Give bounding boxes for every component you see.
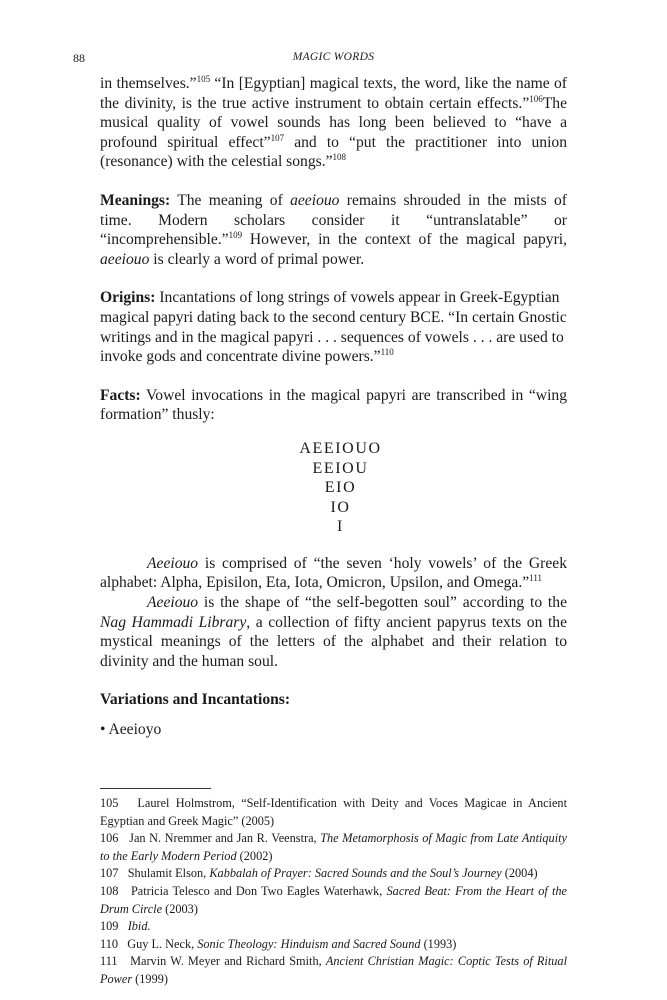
wing-line: AEEIOUO <box>299 439 382 457</box>
main-text <box>100 74 567 740</box>
footnote-111 <box>100 953 567 988</box>
meanings-paragraph <box>100 191 567 269</box>
origins-paragraph <box>100 288 567 366</box>
footnote-text: Shulamit Elson, <box>127 866 210 881</box>
footnote-text: Patricia Telesco and Don Two Eagles Waterhawk, <box>130 883 387 898</box>
book-title: Ibid. <box>127 919 151 934</box>
text: in themselves.” <box>100 75 197 92</box>
section-label: Meanings: <box>100 191 171 209</box>
text: is clearly a word of primal power. <box>149 250 365 268</box>
footnote-107 <box>100 865 567 883</box>
footnote-text: (2004) <box>501 866 538 881</box>
footnote-number: 106 <box>100 831 119 846</box>
wing-line: EEIOU <box>312 459 369 477</box>
text: Incantations of long strings of vowels appear in Greek-Egyptian magical papyri dating back to the second century BCE. “In certain Gnostic writings and in the magical papyri . . . sequences of vowels . . . are used to invoke gods and concentrate divine powers.” <box>100 289 567 366</box>
text: remains shrouded in the mists of time. Modern scholars consider it “untranslatable” or “incomprehensible.” <box>100 191 567 249</box>
footnote-ref: 110 <box>380 347 394 358</box>
footnote-106 <box>100 830 567 865</box>
running-head: MAGIC WORDS <box>292 51 375 63</box>
footnote-109 <box>100 918 567 936</box>
text: and to “put the practitioner into union (resonance) with the celestial songs.” <box>100 133 567 171</box>
footnote-text: (1999) <box>132 971 168 986</box>
footnotes <box>100 795 567 989</box>
footnote-ref: 111 <box>529 573 543 584</box>
wing-line: IO <box>330 498 351 516</box>
wing-formation <box>100 439 567 537</box>
book-title: Nag Hammadi Library <box>100 613 247 631</box>
book-title: The Metamorphosis of Magic from Late Antiquity to the Early Modern Period <box>100 831 568 863</box>
footnote-text: (2003) <box>162 901 198 916</box>
footnote-110 <box>100 936 567 954</box>
footnote-text: Jan N. Nremmer and Jan R. Veenstra, <box>129 831 321 846</box>
footnote-number: 111 <box>100 954 118 969</box>
facts-paragraph <box>100 386 567 425</box>
shape-paragraph <box>100 593 567 671</box>
variation-item: • Aeeioyo <box>100 721 162 739</box>
page-number: 88 <box>73 51 85 65</box>
footnote-number: 110 <box>100 936 118 951</box>
footnote-text: Marvin W. Meyer and Richard Smith, <box>130 954 326 969</box>
footnote-text: Laurel Holmstrom, “Self-Identification with Deity and Voces Magicae in Ancient Egyptian and Greek Magic” (2005) <box>100 796 567 828</box>
book-title: Sonic Theology: Hinduism and Sacred Sound <box>197 936 421 951</box>
footnote-text: (2002) <box>236 848 273 863</box>
variations-heading: Variations and Incantations: <box>100 691 291 709</box>
footnote-ref: 109 <box>228 230 243 241</box>
word: Aeeiouo <box>147 554 199 572</box>
footnote-ref: 108 <box>332 152 347 163</box>
footnote-108 <box>100 883 567 918</box>
word: aeeiouo <box>290 191 340 209</box>
section-label: Facts: <box>100 386 141 404</box>
text: However, in the context of the magical papyri, <box>242 231 567 249</box>
book-title: Sacred Beat: From the Heart of the Drum Circle <box>100 883 568 916</box>
footnote-number: 109 <box>100 919 119 934</box>
text: The meaning of <box>170 191 291 209</box>
wing-line: EIO <box>324 479 357 497</box>
footnote-105 <box>100 795 567 830</box>
text: “In [Egyptian] magical texts, the word, like the name of the divinity, is the true active instrument to obtain certain effects.” <box>100 75 567 112</box>
footnote-text: (1993) <box>420 936 457 951</box>
footnote-number: 105 <box>100 796 119 810</box>
intro-paragraph <box>100 74 567 172</box>
book-title: Ancient Christian Magic: Coptic Tests of Ritual Power <box>100 954 567 986</box>
text: is the shape of “the self-begotten soul” according to the <box>198 594 567 612</box>
book-title: Kabbalah of Prayer: Sacred Sounds and the Soul’s Journey <box>209 866 502 881</box>
word: Aeeiouo <box>147 594 199 612</box>
footnote-text: Guy L. Neck, <box>127 936 198 951</box>
footnote-ref: 107 <box>270 132 285 143</box>
text: The musical quality of vowel sounds has long been believed to “have a profound spiritual effect” <box>100 94 567 151</box>
text: Vowel invocations in the magical papyri are transcribed in “wing formation” thusly: <box>100 386 567 424</box>
footnote-ref: 105 <box>196 74 211 84</box>
footnote-ref: 106 <box>529 93 543 104</box>
section-label: Origins: <box>100 289 156 307</box>
word: aeeiouo <box>100 250 150 268</box>
footnote-number: 107 <box>100 866 119 881</box>
wing-line: I <box>337 518 344 536</box>
footnote-number: 108 <box>100 883 119 898</box>
text: is comprised of “the seven ‘holy vowels’ of the Greek alphabet: Alpha, Episilon, Eta, Iota, Omicron, Upsilon, and Omega.” <box>100 554 567 592</box>
text: , a collection of fifty ancient papyrus texts on the mystical meanings of the letters of the alphabet and their relation to divinity and the human soul. <box>100 613 567 670</box>
comprised-paragraph <box>100 554 567 593</box>
footnote-divider <box>100 788 211 789</box>
